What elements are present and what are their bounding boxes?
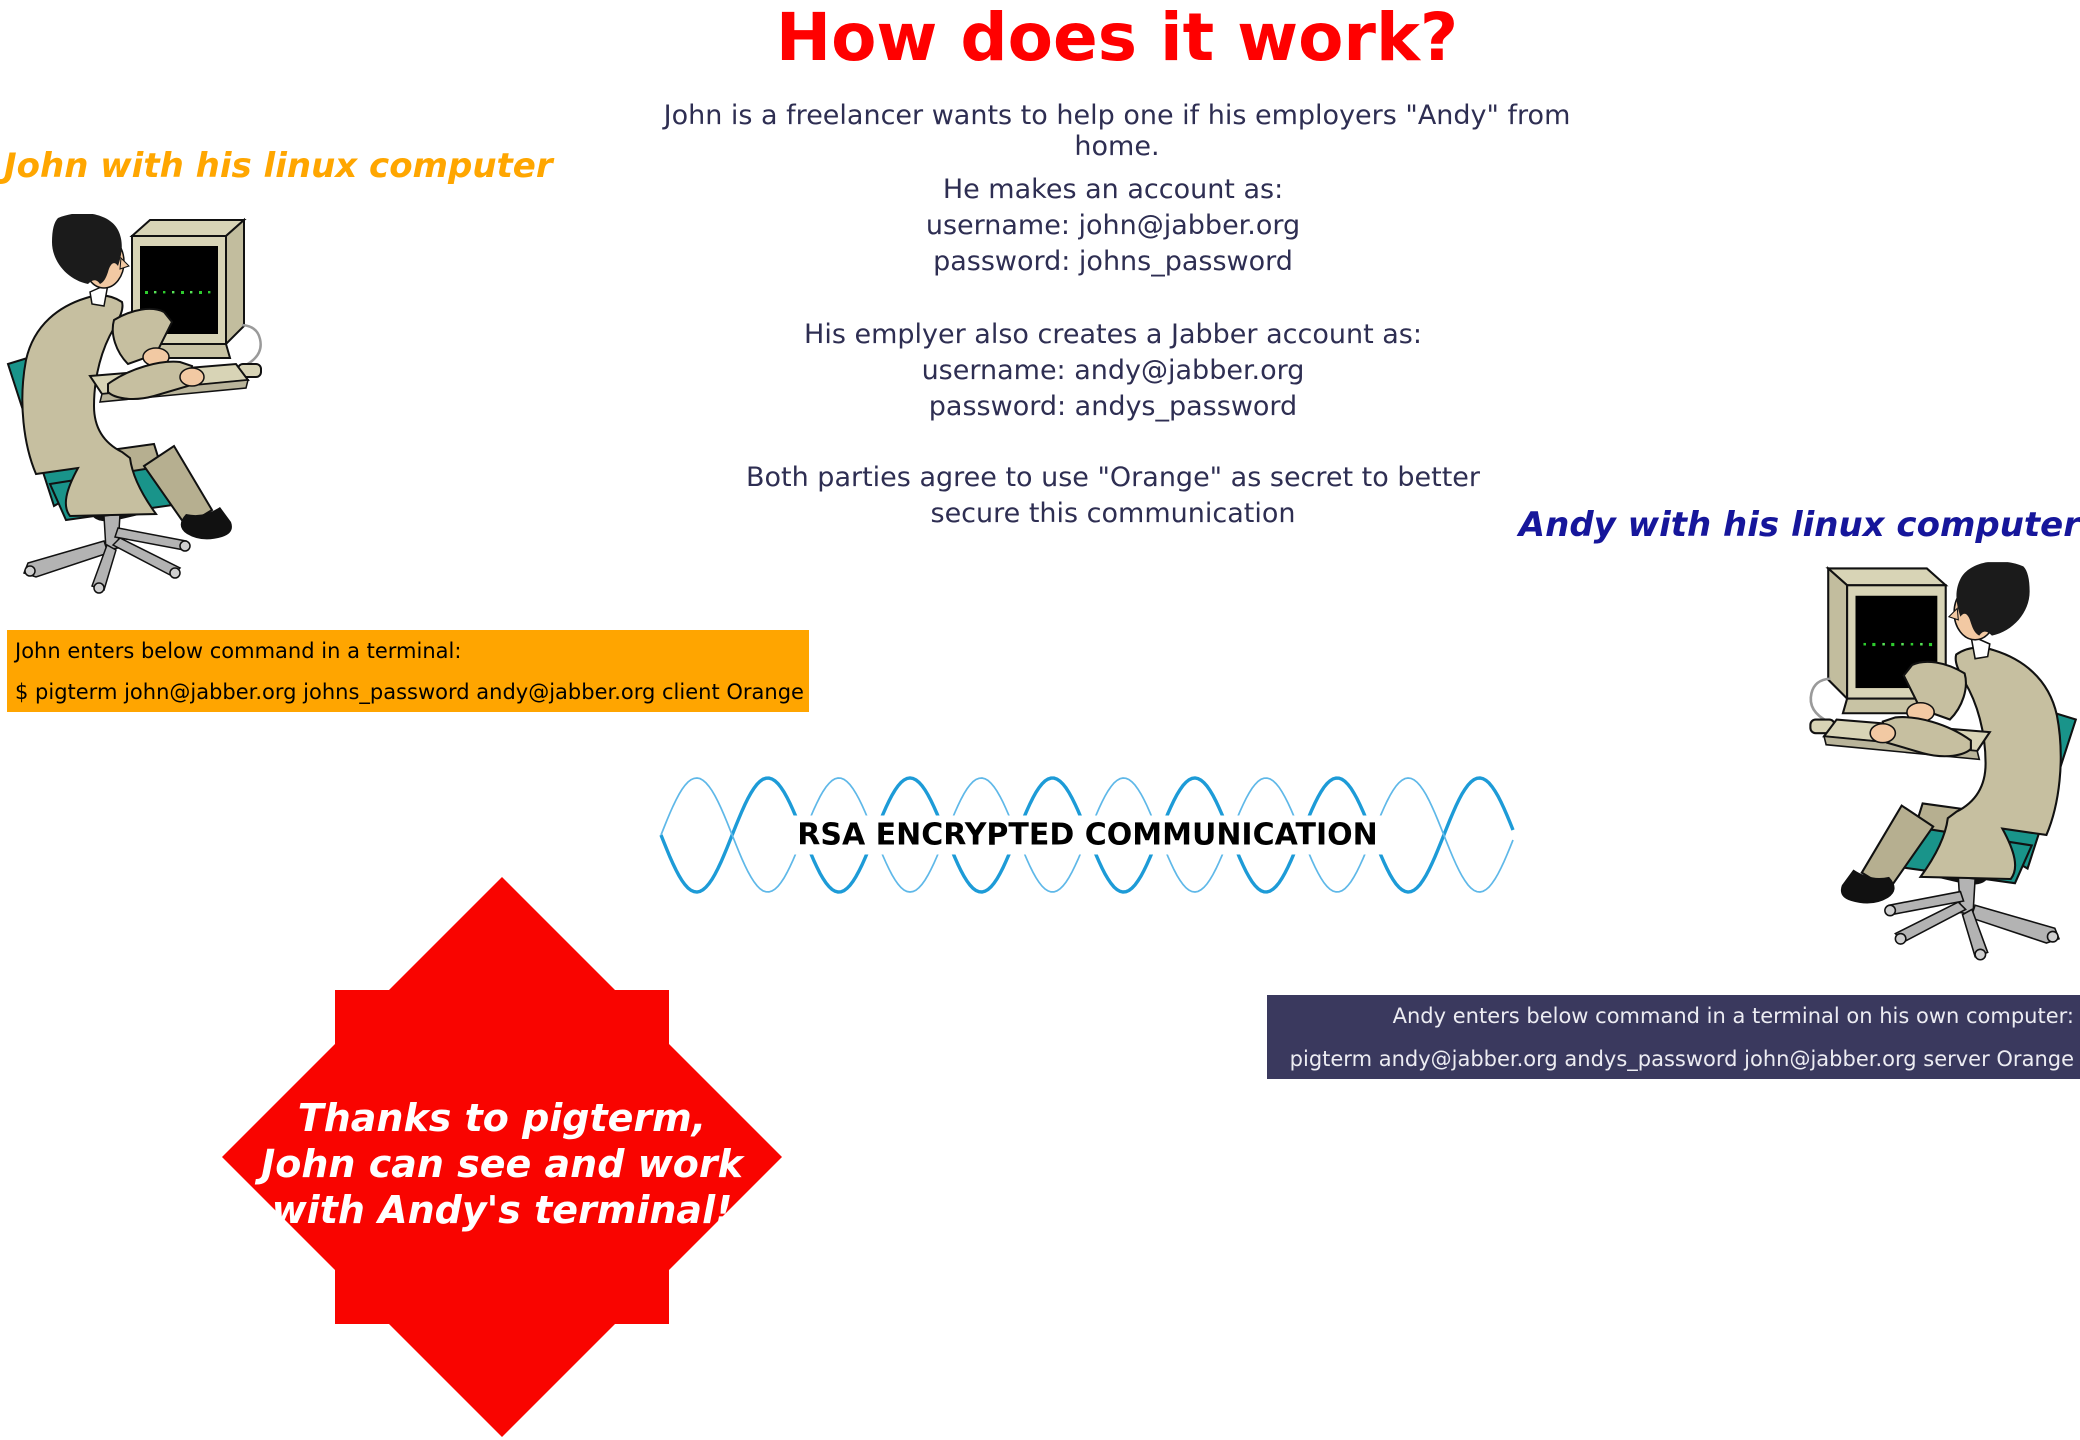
john-heading: John with his linux computer (4, 146, 553, 186)
andy-terminal-command: pigterm andy@jabber.org andys_password john@jabber.org server Orange (1289, 1047, 2074, 1071)
andy-terminal-box (1267, 995, 2080, 1079)
agreement-line2: secure this communication (930, 498, 1296, 529)
john-clipart (4, 214, 269, 594)
agreement-line1: Both parties agree to use "Orange" as secret to better (745, 462, 1481, 493)
andy-clipart (1802, 562, 2080, 961)
andy-account-block (613, 317, 1613, 425)
john-account-username: username: john@jabber.org (925, 210, 1301, 241)
john-terminal-box (7, 630, 809, 712)
rsa-label: RSA ENCRYPTED COMMUNICATION (785, 816, 1389, 855)
andy-account-username: username: andy@jabber.org (921, 355, 1305, 386)
andy-terminal-caption: Andy enters below command in a terminal on his own computer: (1392, 1004, 2074, 1028)
star-message (222, 1095, 782, 1233)
star-message-line3: with Andy's terminal! (271, 1188, 733, 1232)
rsa-wave (655, 765, 1520, 905)
andy-heading: Andy with his linux computer (1518, 505, 2080, 545)
john-account-block (613, 172, 1613, 280)
andy-account-password: password: andys_password (928, 391, 1298, 422)
agreement-block (613, 460, 1613, 532)
john-terminal-command: $ pigterm john@jabber.org johns_password andy@jabber.org client Orange (15, 680, 804, 704)
page-title: How does it work? (775, 0, 1459, 76)
john-account-intro: He makes an account as: (942, 174, 1284, 205)
john-account-password: password: johns_password (933, 246, 1293, 277)
john-terminal-caption: John enters below command in a terminal: (15, 639, 462, 663)
andy-account-intro: His emplyer also creates a Jabber account as: (804, 319, 1422, 350)
subtitle: John is a freelancer wants to help one if his employers "Andy" from home. (663, 100, 1571, 162)
star-message-line1: Thanks to pigterm, (297, 1096, 707, 1140)
star-message-line2: John can see and work (261, 1142, 743, 1186)
